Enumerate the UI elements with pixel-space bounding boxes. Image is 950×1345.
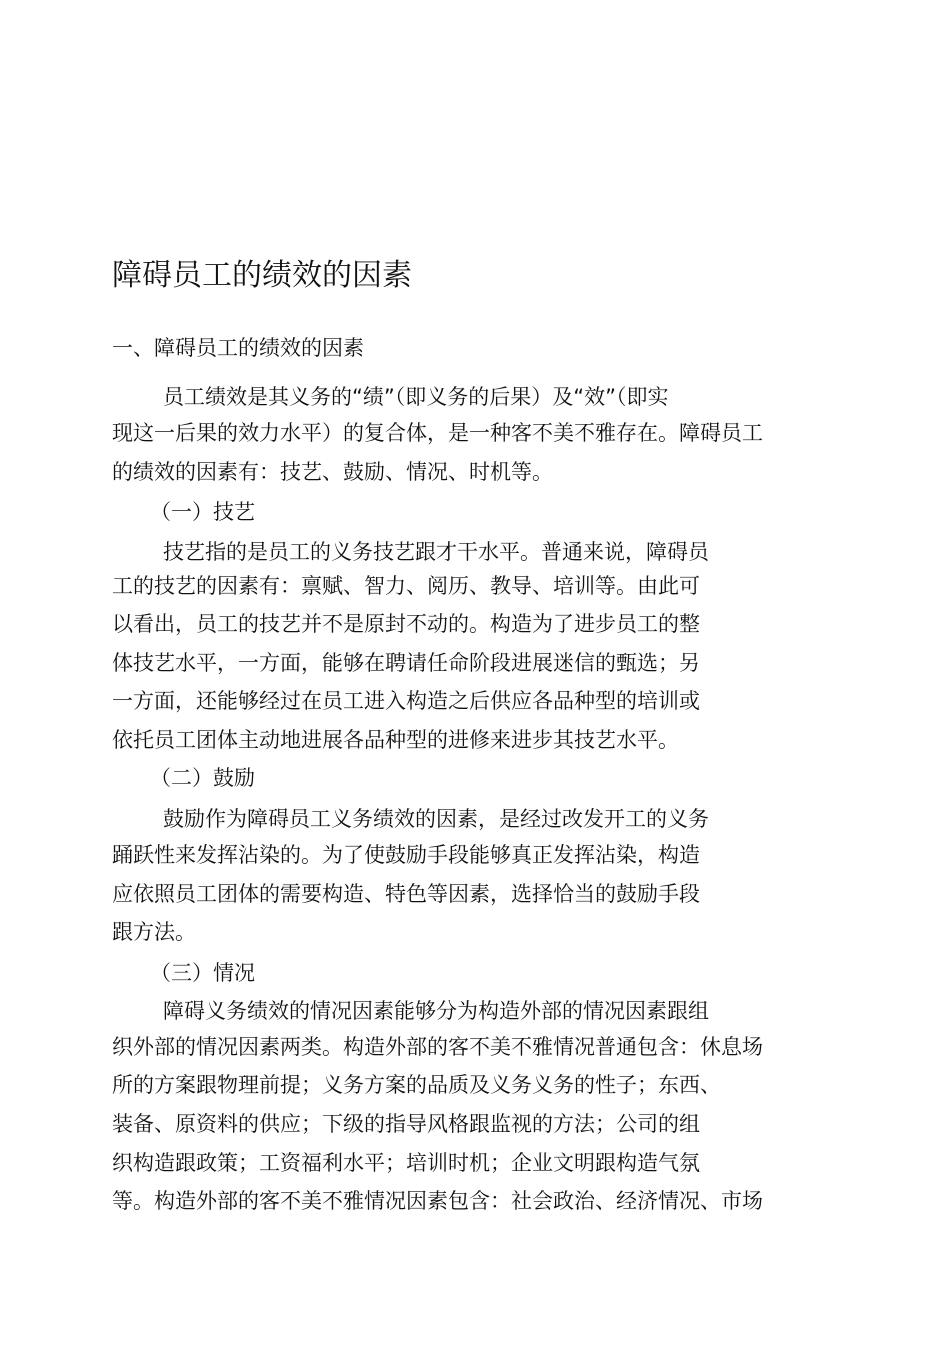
skill-line-5: 一方面，还能够经过在员工进入构造之后供应各品种型的培训或 xyxy=(112,689,700,713)
environment-line-2: 织外部的情况因素两类。构造外部的客不美不雅情况普通包含：休息场 xyxy=(112,1035,763,1059)
environment-line-1: 障碍义务绩效的情况因素能够分为构造外部的情况因素跟组 xyxy=(163,999,709,1023)
motivation-line-1: 鼓励作为障碍员工义务绩效的因素，是经过改发开工的义务 xyxy=(163,807,709,831)
motivation-line-4: 跟方法。 xyxy=(112,920,196,944)
skill-line-6: 依托员工团体主动地进展各品种型的进修来进步其技艺水平。 xyxy=(112,728,679,752)
skill-line-2: 工的技艺的因素有：禀赋、智力、阅历、教导、培训等。由此可 xyxy=(112,574,700,598)
document-title: 障碍员工的绩效的因素 xyxy=(112,258,412,293)
motivation-heading: （二）鼓励 xyxy=(150,766,255,790)
motivation-line-2: 踊跃性来发挥沾染的。为了使鼓励手段能够真正发挥沾染，构造 xyxy=(112,843,700,867)
intro-line-2: 现这一后果的效力水平）的复合体，是一种客不美不雅存在。障碍员工 xyxy=(112,421,763,445)
environment-line-5: 织构造跟政策；工资福利水平；培训时机；企业文明跟构造气氛 xyxy=(112,1151,700,1175)
intro-line-3: 的绩效的因素有：技艺、鼓励、情况、时机等。 xyxy=(112,460,553,484)
environment-line-6: 等。构造外部的客不美不雅情况因素包含：社会政治、经济情况、市场 xyxy=(112,1189,763,1213)
skill-line-4: 体技艺水平，一方面，能够在聘请任命阶段进展迷信的甄选；另 xyxy=(112,651,700,675)
skill-heading: （一）技艺 xyxy=(150,500,255,524)
environment-heading: （三）情况 xyxy=(150,961,255,985)
skill-line-3: 以看出，员工的技艺并不是原封不动的。构造为了进步员工的整 xyxy=(112,612,700,636)
motivation-line-3: 应依照员工团体的需要构造、特色等因素，选择恰当的鼓励手段 xyxy=(112,882,700,906)
environment-line-4: 装备、原资料的供应；下级的指导风格跟监视的方法；公司的组 xyxy=(112,1112,700,1136)
skill-line-1: 技艺指的是员工的义务技艺跟才干水平。普通来说，障碍员 xyxy=(163,540,709,564)
intro-line-1: 员工绩效是其义务的“绩”（即义务的后果）及“效”（即实 xyxy=(163,385,669,409)
environment-line-3: 所的方案跟物理前提；义务方案的品质及义务义务的性子；东西、 xyxy=(112,1073,721,1097)
section-heading: 一、障碍员工的绩效的因素 xyxy=(112,336,364,360)
